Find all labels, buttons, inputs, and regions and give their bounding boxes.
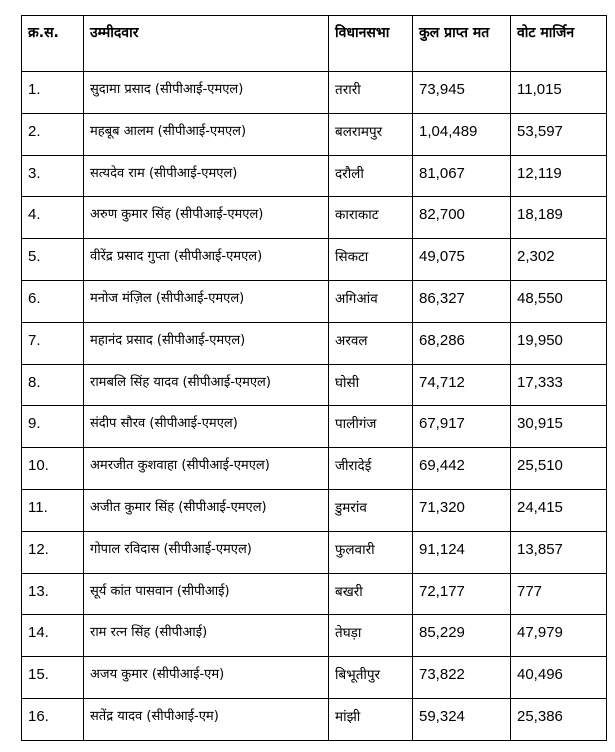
cell-constituency: फुलवारी [329, 531, 413, 573]
cell-constituency: बिभूतीपुर [329, 657, 413, 699]
table-row [22, 155, 607, 197]
cell-serial-number: 8. [22, 364, 84, 406]
cell-serial-number: 12. [22, 531, 84, 573]
cell-candidate: वीरेंद्र प्रसाद गुप्ता (सीपीआई-एमएल) [84, 239, 329, 281]
cell-total-votes: 71,320 [413, 489, 511, 531]
cell-constituency: तेघड़ा [329, 615, 413, 657]
cell-vote-margin: 47,979 [511, 615, 607, 657]
cell-candidate: अमरजीत कुशवाहा (सीपीआई-एमएल) [84, 448, 329, 490]
header-total-votes: कुल प्राप्त मत [413, 16, 511, 72]
table-row [22, 364, 607, 406]
cell-candidate: अजय कुमार (सीपीआई-एम) [84, 657, 329, 699]
cell-candidate: सुदामा प्रसाद (सीपीआई-एमएल) [84, 72, 329, 114]
cell-constituency: अरवल [329, 322, 413, 364]
cell-vote-margin: 30,915 [511, 406, 607, 448]
table-row [22, 113, 607, 155]
cell-constituency: तरारी [329, 72, 413, 114]
cell-vote-margin: 18,189 [511, 197, 607, 239]
cell-vote-margin: 11,015 [511, 72, 607, 114]
cell-constituency: मांझी [329, 698, 413, 740]
cell-constituency: सिकटा [329, 239, 413, 281]
cell-vote-margin: 13,857 [511, 531, 607, 573]
cell-serial-number: 9. [22, 406, 84, 448]
table-row [22, 448, 607, 490]
cell-serial-number: 14. [22, 615, 84, 657]
cell-serial-number: 15. [22, 657, 84, 699]
header-candidate: उम्मीदवार [84, 16, 329, 72]
cell-candidate: महबूब आलम (सीपीआई-एमएल) [84, 113, 329, 155]
cell-total-votes: 49,075 [413, 239, 511, 281]
cell-constituency: घोसी [329, 364, 413, 406]
table-row [22, 698, 607, 740]
cell-vote-margin: 48,550 [511, 280, 607, 322]
cell-total-votes: 1,04,489 [413, 113, 511, 155]
cell-candidate: मनोज मंज़िल (सीपीआई-एमएल) [84, 280, 329, 322]
cell-serial-number: 3. [22, 155, 84, 197]
cell-total-votes: 59,324 [413, 698, 511, 740]
cell-candidate: महानंद प्रसाद (सीपीआई-एमएल) [84, 322, 329, 364]
cell-serial-number: 16. [22, 698, 84, 740]
cell-constituency: जीरादेई [329, 448, 413, 490]
cell-vote-margin: 40,496 [511, 657, 607, 699]
cell-candidate: संदीप सौरव (सीपीआई-एमएल) [84, 406, 329, 448]
cell-total-votes: 67,917 [413, 406, 511, 448]
header-constituency: विधानसभा [329, 16, 413, 72]
cell-candidate: सतेंद्र यादव (सीपीआई-एम) [84, 698, 329, 740]
cell-serial-number: 5. [22, 239, 84, 281]
header-vote-margin: वोट मार्जिन [511, 16, 607, 72]
cell-vote-margin: 19,950 [511, 322, 607, 364]
cell-total-votes: 86,327 [413, 280, 511, 322]
cell-total-votes: 73,945 [413, 72, 511, 114]
cell-total-votes: 82,700 [413, 197, 511, 239]
cell-vote-margin: 777 [511, 573, 607, 615]
cell-constituency: दरौली [329, 155, 413, 197]
header-serial-number: क्र.स. [22, 16, 84, 72]
cell-constituency: बलरामपुर [329, 113, 413, 155]
results-table [21, 15, 607, 741]
cell-vote-margin: 12,119 [511, 155, 607, 197]
cell-candidate: राम रत्न सिंह (सीपीआई) [84, 615, 329, 657]
cell-constituency: बखरी [329, 573, 413, 615]
cell-constituency: काराकाट [329, 197, 413, 239]
cell-vote-margin: 25,510 [511, 448, 607, 490]
cell-candidate: अजीत कुमार सिंह (सीपीआई-एमएल) [84, 489, 329, 531]
cell-total-votes: 72,177 [413, 573, 511, 615]
cell-vote-margin: 24,415 [511, 489, 607, 531]
cell-serial-number: 10. [22, 448, 84, 490]
cell-constituency: अगिआंव [329, 280, 413, 322]
table-row [22, 197, 607, 239]
table-row [22, 406, 607, 448]
table-row [22, 531, 607, 573]
cell-total-votes: 81,067 [413, 155, 511, 197]
cell-total-votes: 73,822 [413, 657, 511, 699]
cell-candidate: अरुण कुमार सिंह (सीपीआई-एमएल) [84, 197, 329, 239]
cell-total-votes: 69,442 [413, 448, 511, 490]
cell-total-votes: 85,229 [413, 615, 511, 657]
cell-vote-margin: 25,386 [511, 698, 607, 740]
cell-candidate: सत्यदेव राम (सीपीआई-एमएल) [84, 155, 329, 197]
cell-serial-number: 1. [22, 72, 84, 114]
cell-total-votes: 68,286 [413, 322, 511, 364]
cell-constituency: पालीगंज [329, 406, 413, 448]
cell-candidate: गोपाल रविदास (सीपीआई-एमएल) [84, 531, 329, 573]
header-row [22, 16, 607, 72]
cell-total-votes: 74,712 [413, 364, 511, 406]
cell-serial-number: 6. [22, 280, 84, 322]
table-row [22, 615, 607, 657]
cell-serial-number: 13. [22, 573, 84, 615]
table-row [22, 72, 607, 114]
table-row [22, 322, 607, 364]
cell-candidate: सूर्य कांत पासवान (सीपीआई) [84, 573, 329, 615]
cell-serial-number: 2. [22, 113, 84, 155]
table-row [22, 239, 607, 281]
cell-constituency: डुमरांव [329, 489, 413, 531]
cell-vote-margin: 53,597 [511, 113, 607, 155]
cell-serial-number: 4. [22, 197, 84, 239]
cell-serial-number: 11. [22, 489, 84, 531]
table-row [22, 280, 607, 322]
cell-candidate: रामबलि सिंह यादव (सीपीआई-एमएल) [84, 364, 329, 406]
cell-vote-margin: 17,333 [511, 364, 607, 406]
table-row [22, 489, 607, 531]
cell-serial-number: 7. [22, 322, 84, 364]
cell-vote-margin: 2,302 [511, 239, 607, 281]
table-row [22, 573, 607, 615]
table-row [22, 657, 607, 699]
cell-total-votes: 91,124 [413, 531, 511, 573]
